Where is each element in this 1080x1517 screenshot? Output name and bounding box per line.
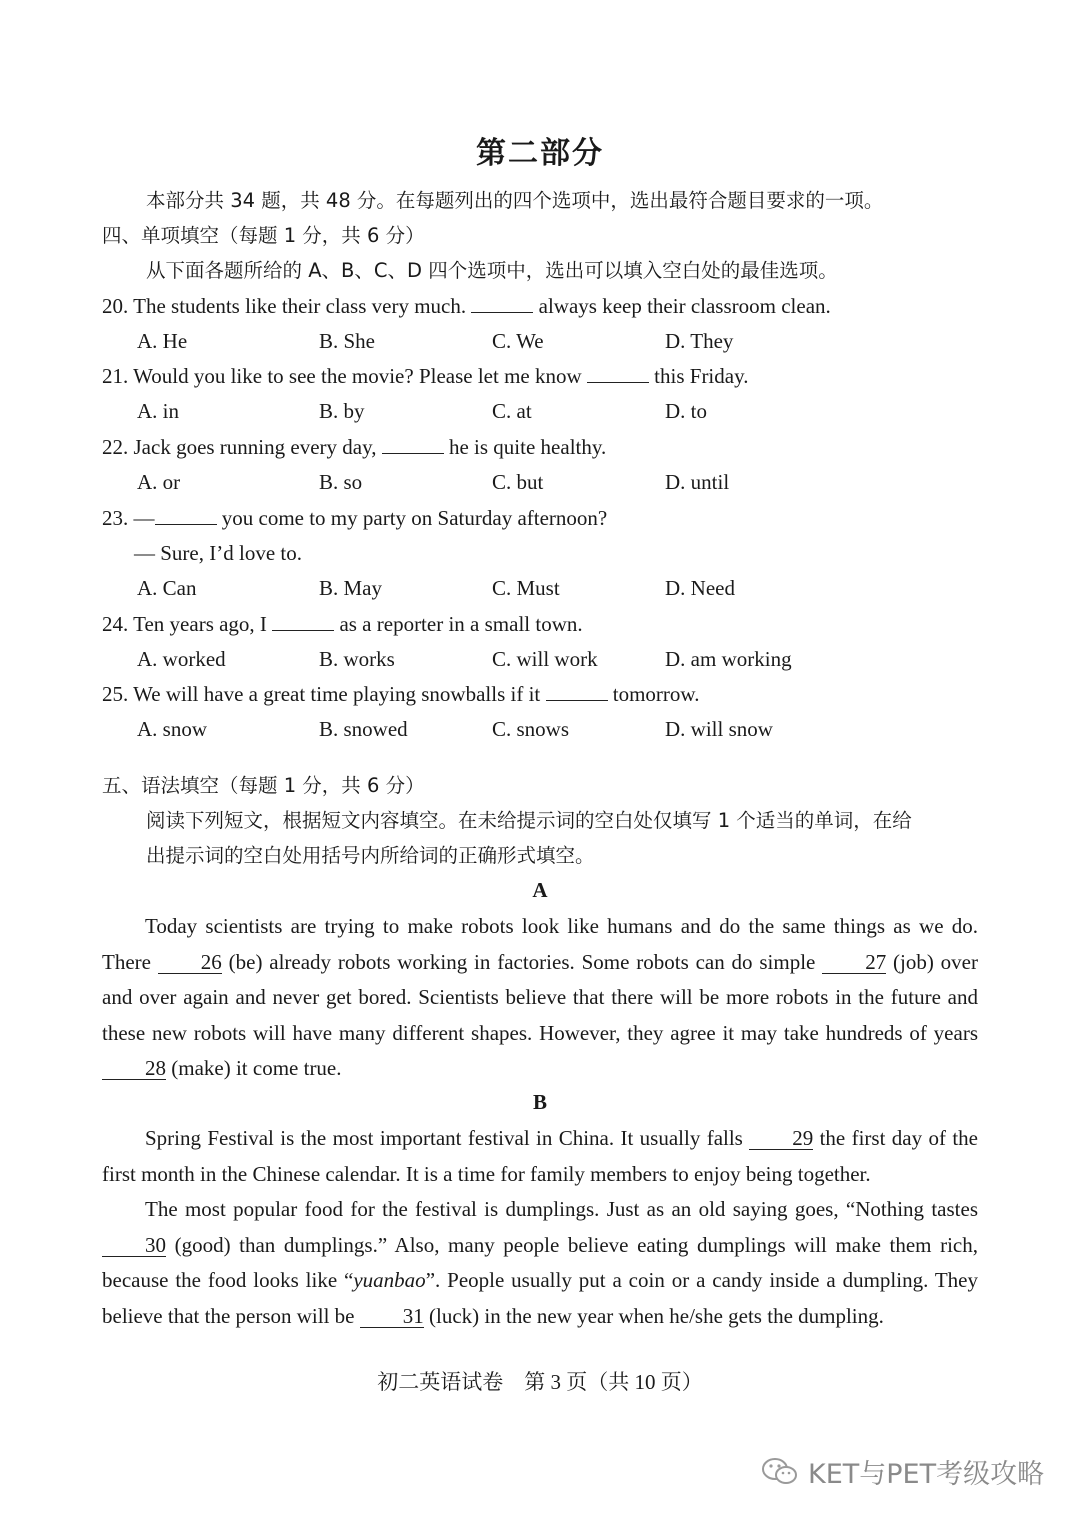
part-intro: 本部分共 34 题，共 48 分。在每题列出的四个选项中，选出最符合题目要求的一项。: [146, 189, 884, 212]
option-b: B. by: [319, 399, 365, 423]
option-a: A. snow: [137, 717, 208, 741]
options-22: [137, 468, 937, 496]
option-b: B. works: [319, 647, 395, 671]
blank-29: 29: [749, 1127, 813, 1150]
option-c: C. Must: [492, 576, 560, 600]
blank-26: 26: [158, 951, 222, 974]
watermark: [760, 1452, 1044, 1491]
answer-blank: [382, 435, 444, 454]
option-a: A. He: [137, 329, 188, 353]
option-a: A. or: [137, 470, 181, 494]
section5-instruction-1: 阅读下列短文，根据短文内容填空。在未给提示词的空白处仅填写 1 个适当的单词，在给: [146, 809, 912, 832]
option-b: B. She: [319, 329, 376, 353]
section5-instruction-2: 出提示词的空白处用括号内所给词的正确形式填空。: [146, 844, 595, 867]
question-23-reply: — Sure, I’d love to.: [134, 541, 302, 565]
option-c: C. snows: [492, 717, 570, 741]
wechat-icon: [760, 1456, 800, 1488]
blank-30: 30: [102, 1234, 166, 1257]
section5-heading: 五、语法填空（每题 1 分，共 6 分）: [102, 774, 425, 797]
answer-blank: [471, 294, 533, 313]
option-d: D. am working: [665, 647, 792, 671]
option-c: C. will work: [492, 647, 598, 671]
option-d: D. until: [665, 470, 730, 494]
blank-28: 28: [102, 1057, 166, 1080]
options-23: [137, 574, 937, 602]
question-22: 22. Jack goes running every day, he is quite healthy.: [102, 435, 607, 459]
page-title: 第二部分: [476, 136, 604, 171]
option-d: D. will snow: [665, 717, 773, 741]
question-20: 20. The students like their class very much. always keep their classroom clean.: [102, 294, 831, 318]
option-a: A. in: [137, 399, 179, 423]
blank-31: 31: [360, 1305, 424, 1328]
options-25: [137, 715, 937, 743]
option-d: D. to: [665, 399, 707, 423]
option-d: D. They: [665, 329, 734, 353]
question-23: 23. — you come to my party on Saturday afternoon?: [102, 506, 608, 530]
passage-a-label: A: [532, 878, 548, 902]
passage-b: Spring Festival is the most important festival in China. It usually falls 29 the first day of the first month in the Chinese calendar. It is a time for family members to enjoy being together. The most popular food for the festival is dumplings. Just as an old saying goes, “Nothing tastes 30 (good) than dumplings.” Also, many people believe eating dumplings will make them rich, because the food looks like “yuanbao”. People usually put a coin or a candy inside a dumpling. They believe that the person will be 31 (luck) in the new year when he/she gets the dumpling.: [102, 1126, 978, 1328]
blank-27: 27: [822, 951, 886, 974]
section4-heading: 四、单项填空（每题 1 分，共 6 分）: [102, 224, 425, 247]
passage-b-label: B: [532, 1090, 547, 1114]
question-25: 25. We will have a great time playing snowballs if it tomorrow.: [102, 682, 700, 706]
passage-a: Today scientists are trying to make robots look like humans and do the same things as we do. There 26 (be) already robots working in factories. Some robots can do simple 27 (job) over and over again and never get bored. Scientists believe that there will be more robots in the future and these new robots will have many different shapes. However, they agree it may take hundreds of years 28 (make) it come true.: [102, 914, 978, 1080]
options-20: [137, 327, 937, 355]
option-c: C. at: [492, 399, 532, 423]
option-d: D. Need: [665, 576, 735, 600]
question-21: 21. Would you like to see the movie? Please let me know this Friday.: [102, 364, 749, 388]
answer-blank: [155, 506, 217, 525]
answer-blank: [587, 364, 649, 383]
option-b: B. May: [319, 576, 382, 600]
options-21: [137, 397, 937, 425]
page-footer: 初二英语试卷 第 3 页（共 10 页）: [377, 1370, 703, 1394]
watermark-text: KET与PET考级攻略: [808, 1459, 1045, 1490]
option-c: C. We: [492, 329, 544, 353]
option-a: A. worked: [137, 647, 226, 671]
option-c: C. but: [492, 470, 544, 494]
option-a: A. Can: [137, 576, 197, 600]
question-24: 24. Ten years ago, I as a reporter in a small town.: [102, 612, 583, 636]
answer-blank: [272, 612, 334, 631]
option-b: B. so: [319, 470, 363, 494]
answer-blank: [546, 682, 608, 701]
section4-instruction: 从下面各题所给的 A、B、C、D 四个选项中，选出可以填入空白处的最佳选项。: [146, 259, 838, 282]
option-b: B. snowed: [319, 717, 408, 741]
options-24: [137, 645, 937, 673]
